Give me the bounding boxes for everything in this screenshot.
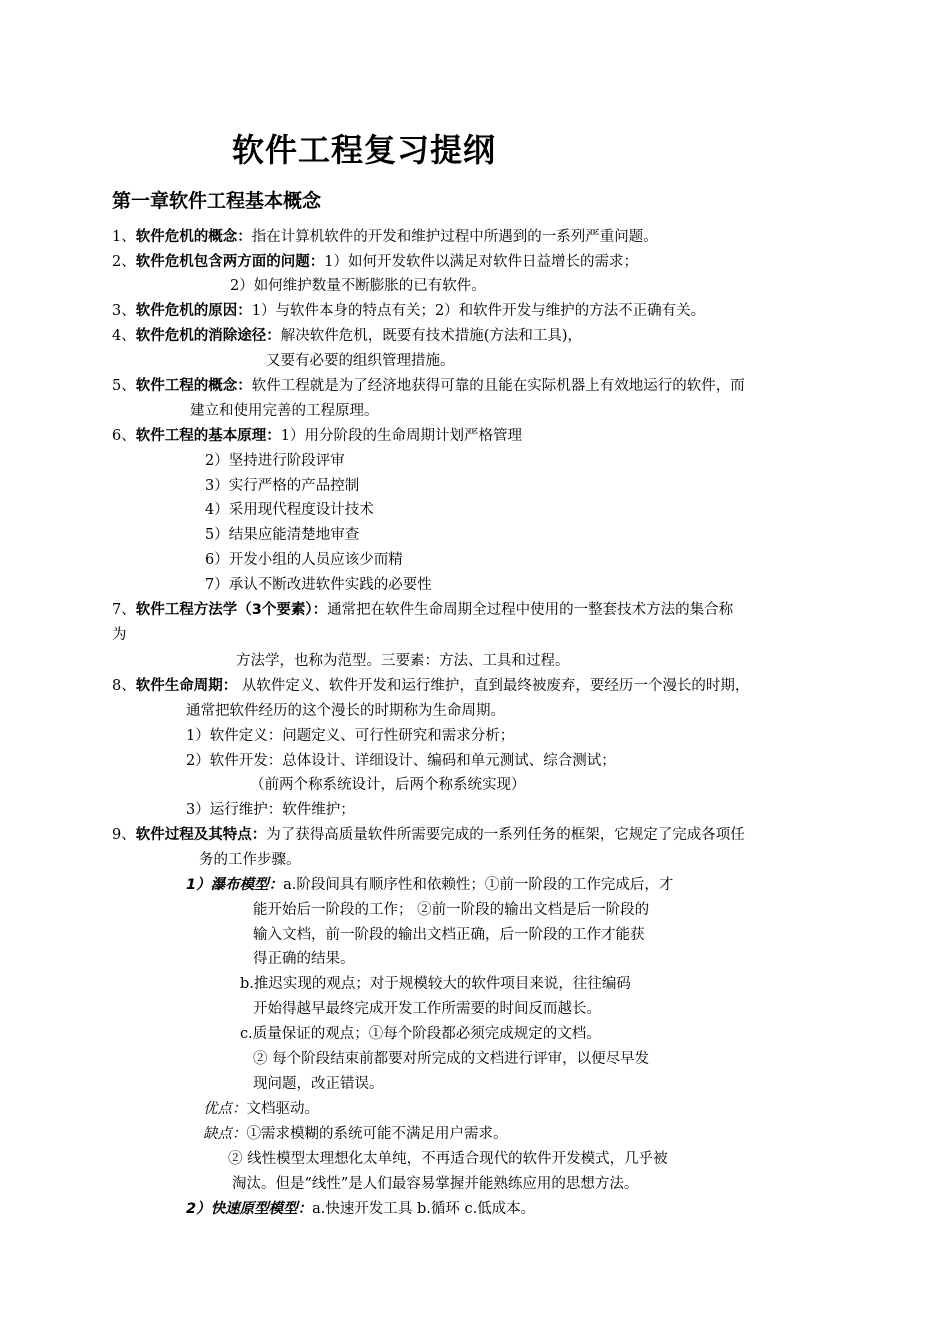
section-number: 9、: [112, 827, 136, 843]
section-9: [112, 825, 745, 845]
waterfall-line: 输入文档，前一阶段的输出文档正确，后一阶段的工作才能获: [253, 927, 645, 943]
principle-item: 3）实行严格的产品控制: [205, 478, 360, 494]
waterfall-line: 能开始后一阶段的工作； ②前一阶段的输出文档是后一阶段的: [253, 902, 650, 918]
model-text: a.快速开发工具 b.循环 c.低成本。: [312, 1201, 536, 1217]
section-number: 6、: [112, 428, 136, 444]
principle-item: 7）承认不断改进软件实践的必要性: [205, 577, 432, 593]
section-number: 1、: [112, 229, 136, 245]
cons-text: ①需求模糊的系统可能不满足用户需求。: [246, 1126, 508, 1142]
waterfall-line: b.推迟实现的观点；对于规模较大的软件项目来说，往往编码: [240, 976, 631, 992]
section-term: 软件工程方法学（3个要素）：: [135, 602, 328, 618]
section-text: 通常把在软件生命周期全过程中使用的一整套技术方法的集合称: [327, 602, 734, 618]
section-term: 软件危机的消除途径：: [135, 328, 281, 344]
section-7: [112, 600, 733, 620]
model-label: 2）快速原型模型：: [186, 1201, 313, 1217]
section-5: [112, 376, 745, 396]
lifecycle-phase-note: （前两个称系统设计，后两个称系统实现）: [250, 777, 526, 793]
rapid-prototype-model: [186, 1199, 535, 1219]
section-8: [112, 676, 749, 696]
cons-label: 缺点：: [203, 1126, 247, 1142]
section-6: [112, 426, 522, 446]
section-2-continuation: 2）如何维护数量不断膨胀的已有软件。: [230, 278, 486, 294]
section-number: 2、: [112, 254, 136, 270]
section-term: 软件工程的概念：: [135, 378, 252, 394]
section-4: [112, 326, 582, 346]
pros-text: 文档驱动。: [246, 1101, 319, 1117]
section-3: [112, 301, 705, 321]
section-term: 软件危机包含两方面的问题：: [135, 254, 325, 270]
section-number: 5、: [112, 378, 136, 394]
section-number: 3、: [112, 303, 136, 319]
section-term: 软件过程及其特点：: [135, 827, 267, 843]
waterfall-model: [186, 875, 673, 895]
model-text: a.阶段间具有顺序性和依赖性；①前一阶段的工作完成后，才: [283, 877, 674, 893]
section-text: 1）如何开发软件以满足对软件日益增长的需求；: [324, 254, 638, 270]
principle-item: 4）采用现代程度设计技术: [205, 502, 374, 518]
lifecycle-phase: 2）软件开发：总体设计、详细设计、编码和单元测试、综合测试；: [186, 753, 616, 769]
section-8-continuation: 通常把软件经历的这个漫长的时期称为生命周期。: [186, 703, 505, 719]
section-text: 1）用分阶段的生命周期计划严格管理: [280, 428, 522, 444]
section-term: 软件工程的基本原理：: [135, 428, 281, 444]
section-text: 从软件定义、软件开发和运行维护，直到最终被废弃，要经历一个漫长的时期，: [237, 678, 750, 694]
section-number: 8、: [112, 678, 136, 694]
section-9-continuation: 务的工作步骤。: [199, 852, 301, 868]
section-term: 软件生命周期：: [135, 678, 238, 694]
section-text: 软件工程就是为了经济地获得可靠的且能在实际机器上有效地运行的软件，而: [251, 378, 745, 394]
section-number: 4、: [112, 328, 136, 344]
section-text: 1）与软件本身的特点有关；2）和软件开发与维护的方法不正确有关。: [251, 303, 706, 319]
principle-item: 5）结果应能清楚地审查: [205, 527, 360, 543]
pros-label: 优点：: [203, 1101, 247, 1117]
principle-item: 6）开发小组的人员应该少而精: [205, 552, 403, 568]
section-text: 解决软件危机，既要有技术措施(方法和工具)，: [280, 328, 583, 344]
waterfall-line: 得正确的结果。: [253, 951, 355, 967]
section-text: 为了获得高质量软件所需要完成的一系列任务的框架，它规定了完成各项任: [266, 827, 745, 843]
section-number: 7、: [112, 602, 136, 618]
section-7-continuation: 方法学，也称为范型。三要素：方法、工具和过程。: [236, 653, 570, 669]
model-label: 1）瀑布模型：: [186, 877, 284, 893]
waterfall-line: ② 每个阶段结束前都要对所完成的文档进行评审，以便尽早发: [253, 1051, 650, 1067]
section-term: 软件危机的概念：: [135, 229, 252, 245]
lifecycle-phase: 3）运行维护：软件维护；: [186, 802, 355, 818]
chapter-heading: 第一章软件工程基本概念: [112, 190, 322, 212]
lifecycle-phase: 1）软件定义：问题定义、可行性研究和需求分析；: [186, 728, 515, 744]
section-text: 指在计算机软件的开发和维护过程中所遇到的一系列严重问题。: [251, 229, 658, 245]
waterfall-line: 开始得越早最终完成开发工作所需要的时间反而越长。: [253, 1001, 601, 1017]
section-term: 软件危机的原因：: [135, 303, 252, 319]
waterfall-cons: [203, 1124, 508, 1144]
waterfall-line: 现问题，改正错误。: [253, 1076, 384, 1092]
waterfall-pros: [203, 1099, 319, 1119]
waterfall-line: c.质量保证的观点；①每个阶段都必须完成规定的文档。: [240, 1026, 601, 1042]
section-1: [112, 227, 658, 247]
principle-item: 2）坚持进行阶段评审: [205, 453, 345, 469]
section-4-continuation: 又要有必要的组织管理措施。: [266, 353, 455, 369]
document-title: 软件工程复习提纲: [232, 131, 497, 169]
waterfall-cons-line: 淘汰。但是“线性”是人们最容易掌握并能熟练应用的思想方法。: [232, 1176, 639, 1192]
section-2: [112, 252, 638, 272]
section-7-wrap: 为: [112, 627, 127, 643]
waterfall-cons-line: ② 线性模型太理想化太单纯，不再适合现代的软件开发模式，几乎被: [228, 1151, 668, 1167]
section-5-continuation: 建立和使用完善的工程原理。: [190, 403, 379, 419]
